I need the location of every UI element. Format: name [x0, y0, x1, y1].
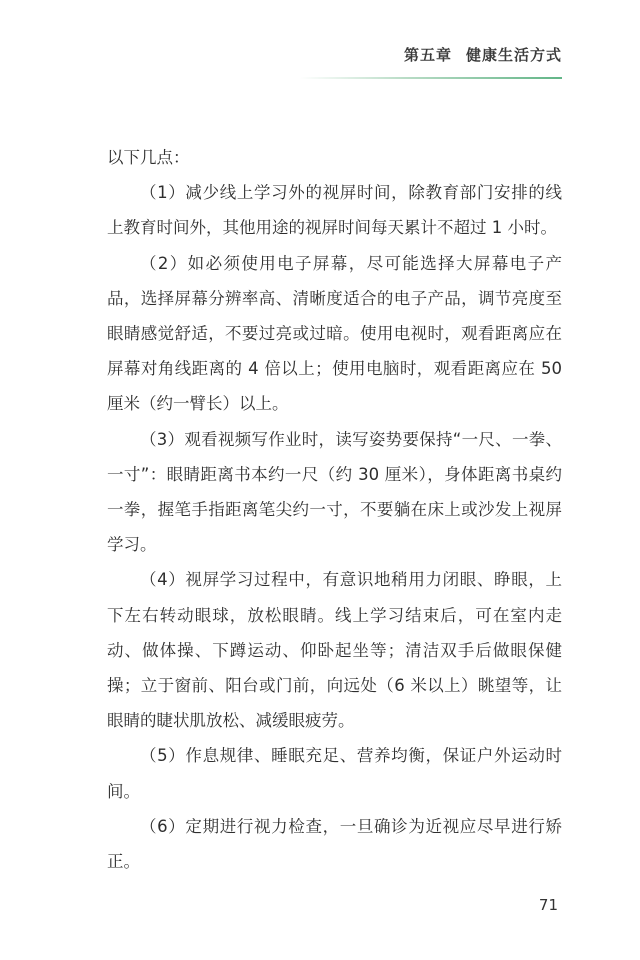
- page-body: [107, 140, 562, 879]
- list-item-6: （6）定期进行视力检查，一旦确诊为近视应尽早进行矫正。: [107, 816, 562, 872]
- list-item-5: （5）作息规律、睡眠充足、营养均衡，保证户外运动时间。: [107, 746, 562, 801]
- list-item-3: （3）观看视频写作业时，读写姿势要保持“一尺、一拳、一寸”：眼睛距离书本约一尺（约 30 厘米），身体距离书桌约一拳，握笔手指距离笔尖约一寸，不要躺在床上或沙发上视屏学习。: [107, 429, 562, 555]
- chapter-title: 健康生活方式: [465, 46, 562, 64]
- list-item-2: （2）如必须使用电子屏幕，尽可能选择大屏幕电子产品，选择屏幕分辨率高、清晰度适合的电子产品，调节亮度至眼睛感觉舒适，不要过亮或过暗。使用电视时，观看距离应在屏幕对角线距离的 4 倍以上；使用电脑时，观看距离应在 50 厘米（约一臂长）以上。: [107, 253, 562, 414]
- list-item-4: （4）视屏学习过程中，有意识地稍用力闭眼、睁眼，上下左右转动眼球，放松眼睛。线上学习结束后，可在室内走动、做体操、下蹲运动、仰卧起坐等；清洁双手后做眼保健操；立于窗前、阳台或门前，向远处（6 米以上）眺望等，让眼睛的睫状肌放松、减缓眼疲劳。: [107, 570, 562, 731]
- page-number: 71: [538, 896, 558, 914]
- list-item-1: （1）减少线上学习外的视屏时间，除教育部门安排的线上教育时间外，其他用途的视屏时间每天累计不超过 1 小时。: [107, 183, 562, 238]
- running-header: [404, 44, 562, 65]
- header-divider: [300, 77, 562, 79]
- lead-line: 以下几点：: [107, 148, 190, 167]
- chapter-number: 第五章: [403, 46, 452, 64]
